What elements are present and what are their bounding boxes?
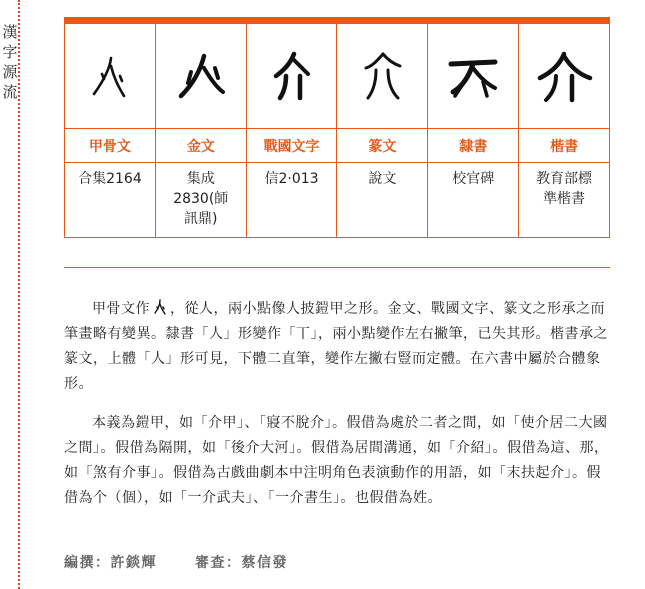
side-tab-label-char-3: 源: [2, 63, 18, 81]
para1-before-glyph: 甲骨文作: [92, 301, 150, 317]
glyph-cell-seal: [337, 24, 428, 129]
script-name-seal: 篆文: [337, 129, 428, 163]
source-warring-states: 信2·013: [246, 163, 337, 238]
source-clerical: 校官碑: [428, 163, 519, 238]
glyph-cell-bronze: [155, 24, 246, 129]
source-regular: [519, 163, 610, 238]
paragraph-form-evolution: [64, 297, 612, 397]
author-credit: 編撰：許錟輝: [64, 555, 157, 571]
source-bronze: [155, 163, 246, 238]
glyph-cell-oracle: [65, 24, 156, 129]
source-oracle: 合集2164: [65, 163, 156, 238]
regular-jie-glyph-icon: [532, 46, 596, 106]
script-name-warring-states: 戰國文字: [246, 129, 337, 163]
clerical-jie-glyph-icon: [441, 46, 505, 106]
glyph-cell-warring-states: [246, 24, 337, 129]
side-tab-label-char-1: 漢: [2, 23, 18, 41]
section-divider: [64, 267, 610, 268]
glyph-cell-regular: [519, 24, 610, 129]
oracle-bone-jie-glyph-icon: [80, 46, 140, 106]
warring-states-jie-glyph-icon: [262, 46, 322, 106]
para2-text: 本義為鎧甲，如「介甲」、「寢不脫介」。假借為處於二者之間，如「使介居二大國之間」。假借為隔開，如「後介大河」。假借為居間溝通，如「介紹」。假借為這、那，如「煞有介事」。假借為古戲曲劇本中注明角色表演動作的用語，如「末扶起介」。假借為个（個），如「一介武夫」、「一介書生」。也假借為姓。: [64, 415, 609, 506]
paragraph-meaning: [64, 411, 612, 511]
side-tab-label: [2, 22, 18, 102]
script-name-row: [65, 129, 610, 163]
source-row: [65, 163, 610, 238]
source-regular-text: 教育部標準楷書: [536, 171, 593, 207]
credits: [64, 552, 288, 572]
side-tab-label-char-4: 流: [2, 83, 18, 101]
script-name-regular: 楷書: [519, 129, 610, 163]
side-tab[interactable]: [0, 0, 20, 589]
source-bronze-text: 集成2830(師訊鼎): [173, 171, 229, 227]
source-seal: 說文: [337, 163, 428, 238]
reviewer-credit: 審查：蔡信發: [195, 555, 288, 571]
script-evolution-table: [64, 23, 610, 238]
script-name-clerical: 隸書: [428, 129, 519, 163]
para1-after-glyph: ，從人，兩小點像人披鎧甲之形。金文、戰國文字、篆文之形承之而筆畫略有變異。隸書「人」形變作「丅」，兩小點變作左右撇筆，已失其形。楷書承之篆文，上體「人」形可見，下體二直筆，變作左撇右豎而定體。在六書中屬於合體象形。: [64, 301, 608, 392]
glyph-cell-clerical: [428, 24, 519, 129]
seal-jie-glyph-icon: [352, 46, 412, 106]
side-tab-label-char-2: 字: [2, 43, 18, 61]
script-name-oracle: 甲骨文: [65, 129, 156, 163]
script-name-bronze: 金文: [155, 129, 246, 163]
oracle-bone-jie-inline-icon: [152, 298, 168, 316]
bronze-jie-glyph-icon: [171, 46, 231, 106]
glyph-row: [65, 24, 610, 129]
